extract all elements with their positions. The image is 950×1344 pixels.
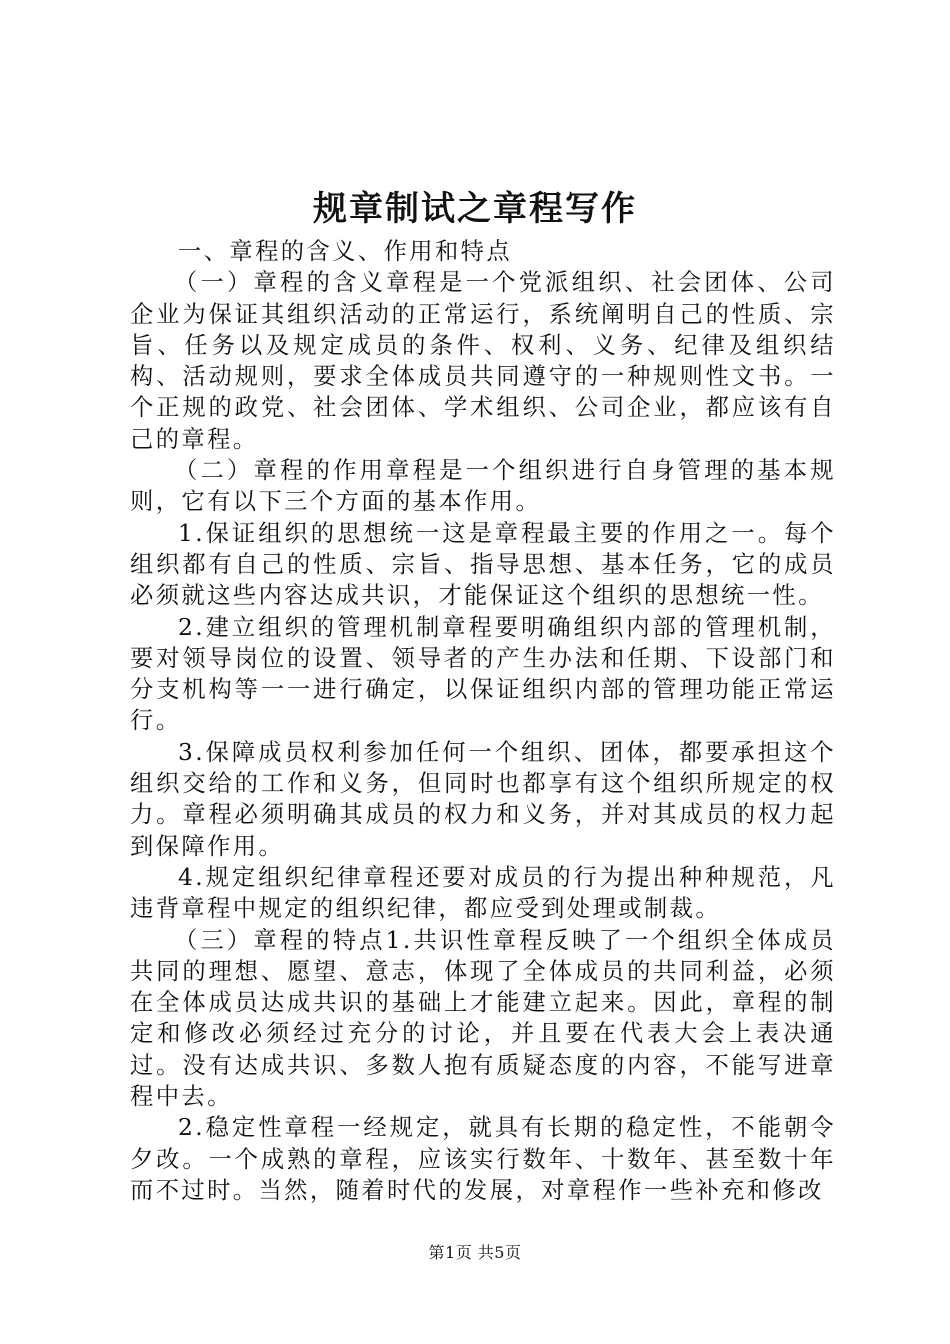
paragraph-item-1: 1.保证组织的思想统一这是章程最主要的作用之一。每个组织都有自己的性质、宗旨、指导思想、基本任务，它的成员必须就这些内容达成共识，才能保证这个组织的思想统一性。 [130,519,836,610]
paragraph-stability: 2.稳定性章程一经规定，就具有长期的稳定性，不能朝令夕改。一个成熟的章程，应该实行数年、十数年、甚至数十年而不过时。当然，随着时代的发展，对章程作一些补充和修改 [130,1114,836,1204]
paragraph-function: （二）章程的作用章程是一个组织进行自身管理的基本规则，它有以下三个方面的基本作用。 [130,457,836,516]
document-title: 规章制试之章程写作 [313,189,637,229]
paragraph-meaning: （一）章程的含义章程是一个党派组织、社会团体、公司企业为保证其组织活动的正常运行，系统阐明自己的性质、宗旨、任务以及规定成员的条件、权利、义务、纪律及组织结构、活动规则，要求全体成员共同遵守的一种规则性文书。一个正规的政党、社会团体、学术组织、公司企业，都应该有自己的章程。 [130,269,836,453]
paragraph-item-3: 3.保障成员权利参加任何一个组织、团体，都要承担这个组织交给的工作和义务，但同时也都享有这个组织所规定的权力。章程必须明确其成员的权力和义务，并对其成员的权力起到保障作用。 [130,738,836,860]
document-body [130,236,836,1206]
paragraph-item-4: 4.规定组织纪律章程还要对成员的行为提出种种规范，凡违背章程中规定的组织纪律，都应受到处理或制裁。 [130,863,836,923]
page-footer: 第1页 共5页 [428,1243,522,1262]
paragraph-characteristics: （三）章程的特点1.共识性章程反映了一个组织全体成员共同的理想、愿望、意志，体现了全体成员的共同利益，必须在全体成员达成共识的基础上才能建立起来。因此，章程的制定和修改必须经过充分的讨论，并且要在代表大会上表决通过。没有达成共识、多数人抱有质疑态度的内容，不能写进章程中去。 [130,926,836,1111]
section-heading: 一、章程的含义、作用和特点 [178,238,513,265]
paragraph-item-2: 2.建立组织的管理机制章程要明确组织内部的管理机制，要对领导岗位的设置、领导者的产生办法和任期、下设部门和分支机构等一一进行确定，以保证组织内部的管理功能正常运行。 [130,613,836,735]
